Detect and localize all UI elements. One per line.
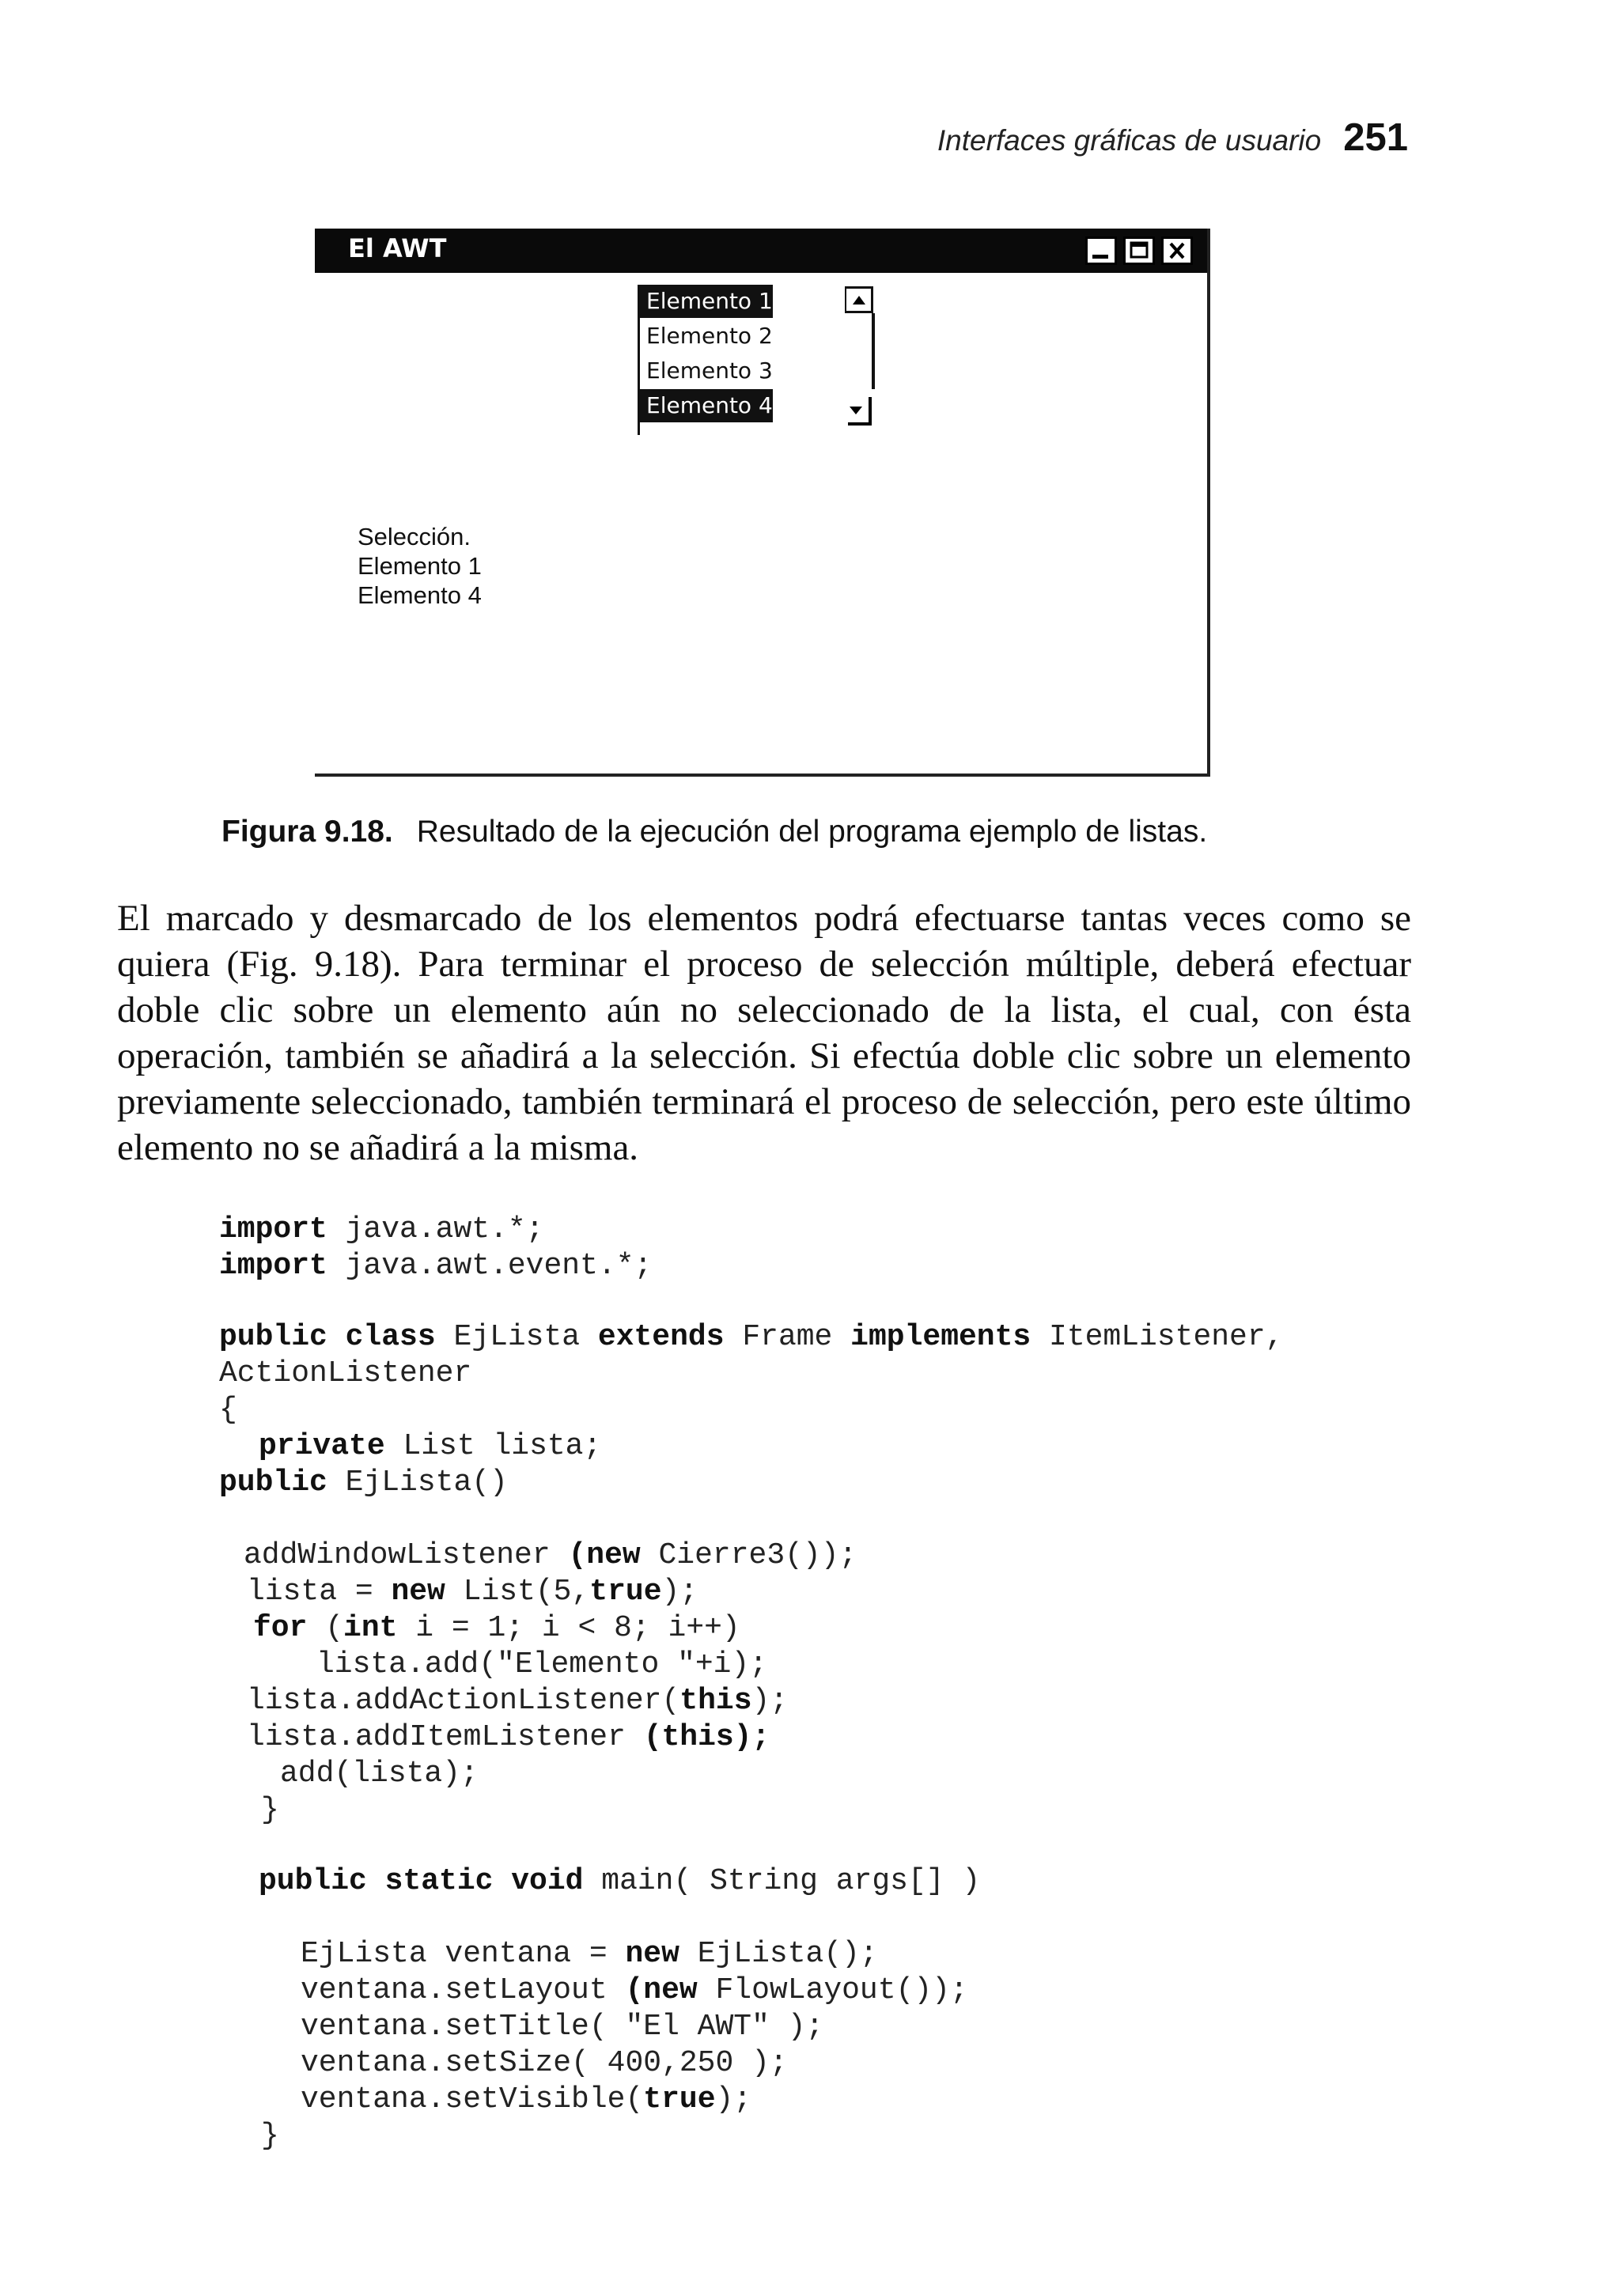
- page-number: 251: [1343, 116, 1408, 159]
- maximize-button[interactable]: [1123, 236, 1155, 265]
- code-keyword: implements: [850, 1320, 1031, 1354]
- code-keyword: public static void: [259, 1864, 584, 1898]
- code-line: [247, 1574, 698, 1610]
- code-text: i = 1; i < 8; i++): [397, 1611, 740, 1645]
- code-keyword: public class: [219, 1320, 436, 1354]
- code-text: );: [715, 2082, 752, 2116]
- window-title: El AWT: [348, 233, 447, 263]
- code-keyword: private: [259, 1429, 385, 1463]
- code-line: [301, 2045, 788, 2082]
- code-text: ventana.setVisible(: [301, 2082, 644, 2116]
- window-titlebar[interactable]: [315, 229, 1207, 273]
- code-keyword: true: [589, 1575, 662, 1609]
- code-line: [259, 1428, 601, 1465]
- code-line: [219, 1356, 471, 1392]
- code-keyword: import: [219, 1249, 327, 1283]
- code-text: {: [219, 1393, 237, 1427]
- code-line: [259, 1863, 980, 1900]
- code-text: );: [751, 1684, 789, 1718]
- code-text: EjLista ventana =: [301, 1937, 626, 1971]
- code-keyword: true: [643, 2082, 716, 2116]
- code-line: [219, 1392, 237, 1428]
- code-line: [301, 2082, 751, 2118]
- caption-text: Resultado de la ejecución del programa ejemplo de listas.: [416, 815, 1208, 849]
- minimize-button[interactable]: [1085, 236, 1117, 265]
- selection-line: Elemento 1: [358, 552, 482, 580]
- code-text: }: [261, 1793, 279, 1827]
- maximize-icon: [1126, 239, 1153, 263]
- code-text: java.awt.*;: [327, 1212, 544, 1246]
- close-icon: [1164, 239, 1190, 263]
- code-text: List(5,: [445, 1575, 590, 1609]
- list-item[interactable]: Elemento 2: [646, 323, 773, 349]
- code-text: Cierre3());: [640, 1538, 857, 1572]
- scroll-track[interactable]: [872, 313, 875, 389]
- code-keyword: new: [625, 1937, 679, 1971]
- list-item[interactable]: Elemento 1: [640, 285, 773, 318]
- code-line: [301, 1936, 878, 1973]
- code-line: [244, 1538, 857, 1574]
- code-text: add(lista);: [280, 1757, 479, 1791]
- code-keyword: (this);: [643, 1720, 770, 1754]
- code-text: EjLista: [435, 1320, 598, 1354]
- code-text: main( String args[] ): [583, 1864, 981, 1898]
- code-text: }: [261, 2119, 279, 2153]
- scroll-up-button[interactable]: [845, 286, 873, 313]
- figure-caption: [221, 815, 1408, 849]
- code-text: ActionListener: [219, 1356, 472, 1390]
- running-header: [910, 115, 1408, 171]
- code-line: [316, 1647, 767, 1683]
- code-text: lista =: [247, 1575, 392, 1609]
- scroll-down-button[interactable]: [845, 397, 873, 432]
- code-keyword: this: [679, 1684, 752, 1718]
- code-line: [219, 1319, 1283, 1356]
- code-keyword: for: [253, 1611, 308, 1645]
- element-list[interactable]: [638, 285, 776, 435]
- code-text: ventana.setSize( 400,250 );: [301, 2046, 788, 2080]
- code-keyword: new: [391, 1575, 445, 1609]
- code-line: [219, 1465, 508, 1501]
- code-text: ventana.setLayout: [301, 1973, 626, 2007]
- code-keyword: extends: [597, 1320, 725, 1354]
- list-item[interactable]: Elemento 3: [646, 357, 773, 384]
- code-line: [280, 1756, 479, 1792]
- code-keyword: (new: [568, 1538, 641, 1572]
- code-keyword: int: [343, 1611, 398, 1645]
- code-text: EjLista();: [679, 1937, 878, 1971]
- code-line: [253, 1610, 740, 1647]
- code-line: [261, 1792, 279, 1829]
- code-text: lista.addActionListener(: [247, 1684, 680, 1718]
- code-text: lista.add("Elemento "+i);: [316, 1647, 768, 1681]
- code-text: java.awt.event.*;: [327, 1249, 653, 1283]
- arrow-down-icon: [845, 397, 876, 432]
- list-item[interactable]: Elemento 4: [640, 389, 773, 422]
- code-text: Frame: [724, 1320, 851, 1354]
- code-keyword: (new: [625, 1973, 698, 2007]
- body-paragraph: El marcado y desmarcado de los elementos podrá efectuarse tantas veces como se quiera (Fig. 9.18). Para terminar el proceso de selección múltiple, deberá efectuar doble clic sobre un elemento aún no seleccionado de la lista, el cual, con ésta operación, también se añadirá a la selección. Si efectúa doble clic sobre un elemento previamente seleccionado, también terminará el proceso de selección, pero este último elemento no se añadirá a la misma.: [117, 898, 1411, 1168]
- code-line: [247, 1719, 770, 1756]
- code-text: FlowLayout());: [697, 1973, 968, 2007]
- code-text: (: [307, 1611, 344, 1645]
- code-keyword: public: [219, 1466, 327, 1500]
- code-text: ItemListener,: [1031, 1320, 1284, 1354]
- code-keyword: import: [219, 1212, 327, 1246]
- running-title: Interfaces gráficas de usuario: [937, 124, 1322, 157]
- code-line: [301, 1973, 968, 2009]
- code-line: [219, 1248, 652, 1284]
- code-text: EjLista(): [327, 1466, 508, 1500]
- minimize-icon: [1088, 239, 1115, 263]
- list-scrollbar[interactable]: [845, 286, 876, 435]
- arrow-up-icon: [846, 289, 871, 311]
- code-text: List lista;: [384, 1429, 602, 1463]
- code-text: addWindowListener: [244, 1538, 569, 1572]
- code-line: [247, 1683, 788, 1719]
- code-text: ventana.setTitle( "El AWT" );: [301, 2010, 824, 2044]
- code-line: [261, 2118, 279, 2154]
- code-text: lista.addItemListener: [247, 1720, 644, 1754]
- code-text: );: [661, 1575, 698, 1609]
- caption-label: Figura 9.18.: [221, 815, 393, 849]
- close-button[interactable]: [1161, 236, 1193, 265]
- code-line: [219, 1212, 543, 1248]
- selection-line: Elemento 4: [358, 581, 482, 609]
- selection-heading: Selección.: [358, 523, 471, 550]
- code-line: [301, 2009, 823, 2045]
- selection-output: [358, 522, 595, 610]
